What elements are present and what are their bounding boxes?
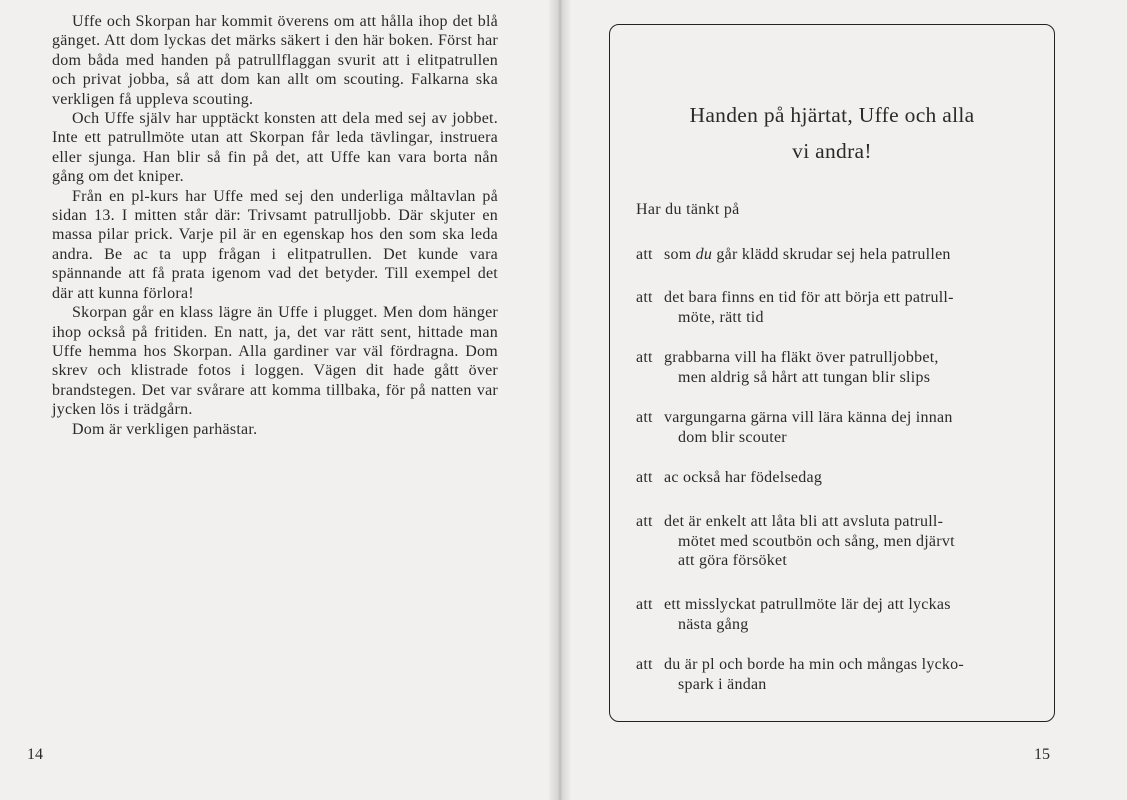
paragraph: Skorpan går en klass lägre än Uffe i plugget. Men dom hänger ihop också på fritiden. En natt, ja, det var rätt sent, hittade man Uffe hemma hos Skorpan. Alla gardiner var väl fördragna. Dom skrev och klistrade fotos i loggen. Vägen dit hade gått över brandstegen. Det var svårare att komma tillbaka, för på natten var jycken lös i trädgårn. bbox=[52, 304, 498, 419]
item-text-continued: dom blir scouter bbox=[678, 428, 787, 446]
att-word: att bbox=[636, 656, 653, 673]
item-text: går klädd skrudar sej hela patrullen bbox=[712, 246, 951, 263]
book-gutter bbox=[549, 0, 571, 800]
item-text-continued: nästa gång bbox=[678, 615, 749, 633]
list-item bbox=[636, 595, 1036, 634]
page-number-right: 15 bbox=[1034, 746, 1050, 763]
right-page bbox=[571, 0, 1127, 800]
list-item bbox=[636, 655, 1036, 694]
item-text: grabbarna vill ha fläkt över patrulljobbet, bbox=[664, 349, 939, 366]
att-word: att bbox=[636, 596, 653, 613]
item-text: ett misslyckat patrullmöte lär dej att lyckas bbox=[664, 596, 951, 613]
paragraph: Dom är verkligen parhästar. bbox=[72, 420, 258, 438]
item-text: det är enkelt att låta bli att avsluta patrull- bbox=[664, 513, 944, 530]
left-page-body-text bbox=[52, 12, 498, 439]
list-item bbox=[636, 245, 1036, 265]
item-text: det bara finns en tid för att börja ett patrull- bbox=[664, 289, 954, 306]
item-text: vargungarna gärna vill lära känna dej innan bbox=[664, 409, 953, 426]
att-word: att bbox=[636, 349, 653, 366]
paragraph: Uffe och Skorpan har kommit överens om att hålla ihop det blå gänget. Att dom lyckas det märks säkert i den här boken. Först har dom båda med handen på patrullflaggan svurit att i elitpatrullen och privat jobba, så att dom kan allt om scouting. Falkarna ska verkligen få uppleva scouting. bbox=[52, 13, 498, 108]
item-emphasis: du bbox=[695, 246, 713, 263]
list-item bbox=[636, 468, 1036, 488]
att-word: att bbox=[636, 246, 653, 263]
item-text: ac också har födelsedag bbox=[664, 469, 823, 486]
att-word: att bbox=[636, 289, 653, 306]
att-word: att bbox=[636, 469, 653, 486]
item-text-continued: mötet med scoutbön och sång, men djärvt bbox=[678, 532, 955, 550]
box-title-line-2: vi andra! bbox=[792, 139, 872, 163]
item-text-continued: att göra försöket bbox=[678, 552, 788, 569]
paragraph: Och Uffe själv har upptäckt konsten att dela med sej av jobbet. Inte ett patrullmöte utan att Skorpan får leda tävlingar, instruera eller sjunga. Han blir så fin på det, att Uffe kan vara borta nån gång om det kniper. bbox=[52, 110, 498, 186]
list-item bbox=[636, 348, 1036, 387]
att-word: att bbox=[636, 513, 653, 530]
list-item bbox=[636, 512, 1036, 571]
item-text-continued: spark i ändan bbox=[678, 675, 767, 693]
list-item bbox=[636, 288, 1036, 327]
framed-box bbox=[609, 24, 1055, 722]
list-item bbox=[636, 408, 1036, 447]
item-text: du är pl och borde ha min och mångas lycko- bbox=[664, 656, 964, 673]
paragraph: Från en pl-kurs har Uffe med sej den underliga måltavlan på sidan 13. I mitten står där: Trivsamt patrulljobb. Där skjuter en massa pilar prick. Varje pil är en egenskap hos den som ska leda andra. Be ac ta upp frågan i elitpatrullen. Det kunde vara spännande att få prata igenom vad det betyder. Till exempel det där att kunna förlora! bbox=[52, 187, 498, 302]
left-page bbox=[0, 0, 550, 800]
page-number-left: 14 bbox=[27, 746, 43, 763]
att-word: att bbox=[636, 409, 653, 426]
att-list bbox=[610, 25, 1054, 721]
item-text-continued: möte, rätt tid bbox=[678, 308, 764, 326]
item-text-continued: men aldrig så hårt att tungan blir slips bbox=[678, 368, 931, 386]
item-text: som bbox=[664, 246, 696, 263]
box-title-line-1: Handen på hjärtat, Uffe och alla bbox=[689, 103, 975, 127]
intro-text: Har du tänkt på bbox=[636, 201, 740, 218]
